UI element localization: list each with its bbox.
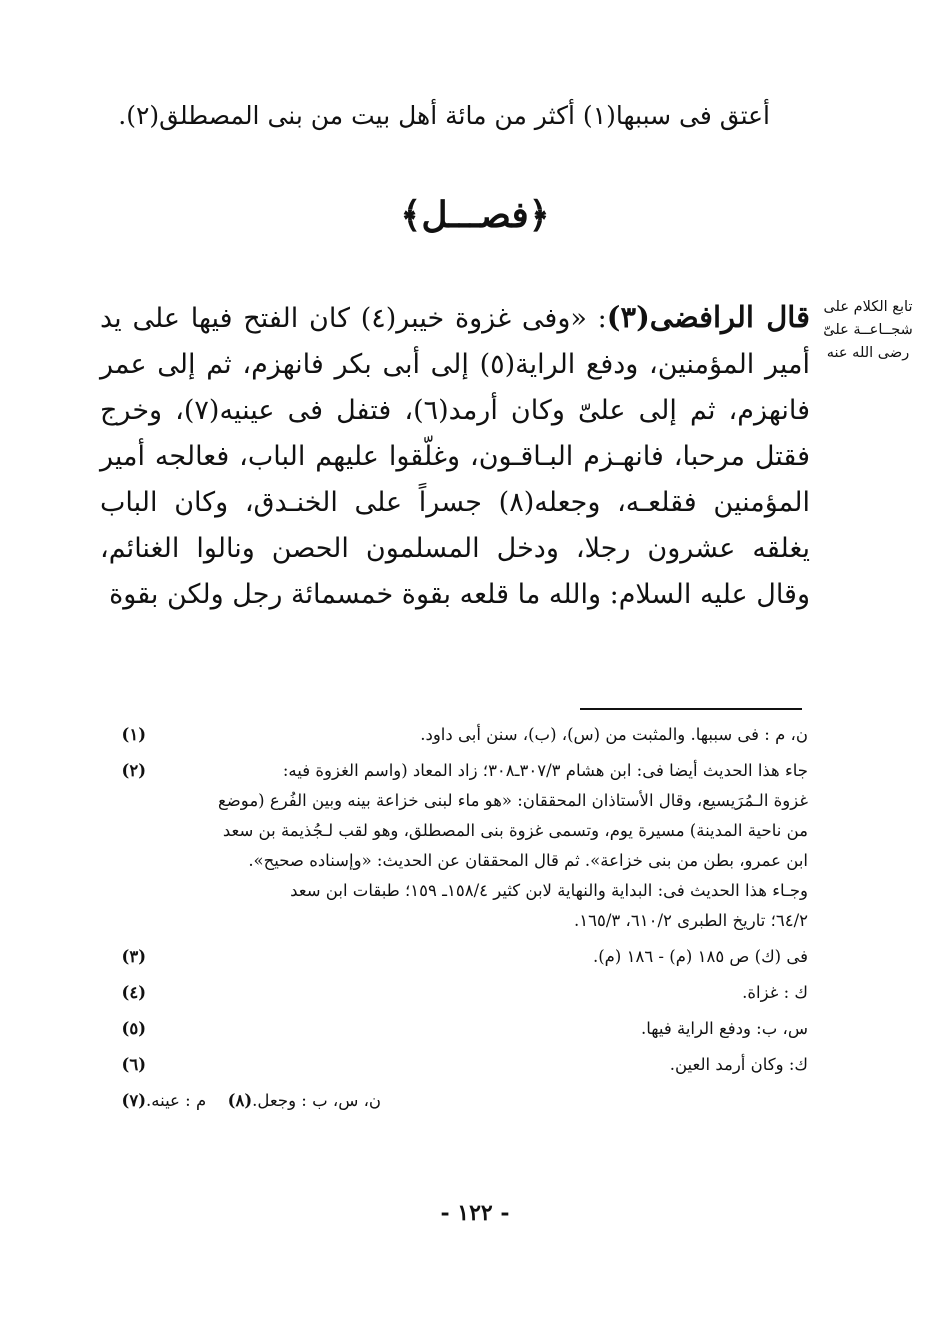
footnote-number: (٣) [121, 947, 146, 966]
footnote-line: ك: وكان أرمد العين. [669, 1055, 808, 1074]
main-paragraph-text [100, 294, 810, 618]
footnote [100, 978, 808, 1008]
footnote-text [146, 1014, 808, 1044]
speaker-label: قال الرافضى(٣) [606, 300, 810, 334]
footnote-divider [580, 708, 802, 710]
footnote-line: جاء هذا الحديث أيضا فى: ابن هشام ٣٠٧/٣ـ٣٠٨؛ زاد المعاد (واسم الغزوة فيه: [282, 761, 808, 780]
footnote-text: م : عينه. [146, 1091, 207, 1110]
footnote-number: (١) [121, 725, 146, 744]
footnote [100, 942, 808, 972]
footnote-text [146, 1050, 808, 1080]
paragraph-body: : «وفى غزوة خيبر(٤) كان الفتح فيها على يد أمير المؤمنين، ودفع الراية(٥) إلى أبى بكر فانهزم، ثم إلى عمر فانهزم، ثم إلى علىّ وكان أرمد(٦)، فتفل فى عينيه(٧)، وخرج فقتل مرحبا، فانهـزم البـاقـون، وغلّقوا عليهم الباب، فعالجه أمير المؤمنين فقلعـه، وجعله(٨) جسراً على الخنـدق، وكان الباب يغلقه عشرون رجلا، ودخل المسلمون الحصن ونالوا الغنائم، وقال عليه السلام: والله ما قلعه بقوة خمسمائة رجل ولكن بقوة [100, 303, 810, 610]
footnote-line: ن، م : فى سببها. والمثبت من (س)، (ب)، سنن أبى داود. [420, 725, 808, 744]
footnote-line: ٦٤/٢؛ تاريخ الطبرى ٦١٠/٢، ١٦٥/٣. [574, 911, 808, 930]
margin-note-line: رضى الله عنه [826, 345, 910, 361]
page-number: - ١٢٢ - [440, 1200, 510, 1226]
footnote-line: فى (ك) ص ١٨٥ (م) - ١٨٦ (م). [593, 947, 808, 966]
footnote-text [146, 720, 808, 750]
footnote [100, 1050, 808, 1080]
margin-note-line: شجــاعــة علىّ [823, 322, 913, 338]
footnote-text [146, 756, 808, 936]
margin-note [808, 296, 928, 365]
footnote-line: ابن عمرو، بطن من بنى خزاعة». ثم قال المحققان عن الحديث: «وإسناده صحيح». [248, 851, 808, 870]
footnote [100, 720, 808, 750]
footnote-number: (٦) [121, 1055, 146, 1074]
footnote-number: (٨) [227, 1091, 253, 1110]
footnote [206, 1086, 381, 1116]
footnote [100, 756, 808, 936]
footnote-number: (٧) [121, 1091, 146, 1110]
footnote-text [146, 978, 808, 1008]
footnote-line: وجـاء هذا الحديث فى: البداية والنهاية لابن كثير ١٥٨/٤ـ ١٥٩؛ طبقات ابن سعد [290, 881, 808, 900]
footnote-line: ك : غزاة. [742, 983, 808, 1002]
footnote-number: (٥) [121, 1019, 146, 1038]
margin-note-line: تابع الكلام على [823, 299, 913, 315]
section-heading: ﴿فصـــل﴾ [400, 194, 550, 236]
footnotes [100, 720, 808, 1122]
footnote-line: س، ب: ودفع الراية فيها. [640, 1019, 808, 1038]
opening-line: أعتق فى سببها(١) أكثر من مائة أهل بيت من بنى المصطلق(٢). [118, 101, 770, 130]
footnote-line: غزوة الـمُرَيسيع، وقال الأستاذان المحققان: «هو ماء لبنى خزاعة بينه وبين الفُرع (موضع [218, 791, 808, 810]
footnote-text [146, 942, 808, 972]
footnote-pair [100, 1086, 808, 1122]
footnote-number: (٢) [121, 761, 146, 780]
footnote-number: (٤) [121, 983, 146, 1002]
main-paragraph [100, 294, 810, 618]
footnote-text: ن، س، ب : وجعل. [252, 1091, 382, 1110]
footnote [100, 1014, 808, 1044]
footnote [100, 1086, 206, 1116]
footnote-line: من ناحية المدينة) مسيرة يوم، وتسمى غزوة بنى المصطلق، وهو لقب لـجُذيمة بن سعد [222, 821, 808, 840]
